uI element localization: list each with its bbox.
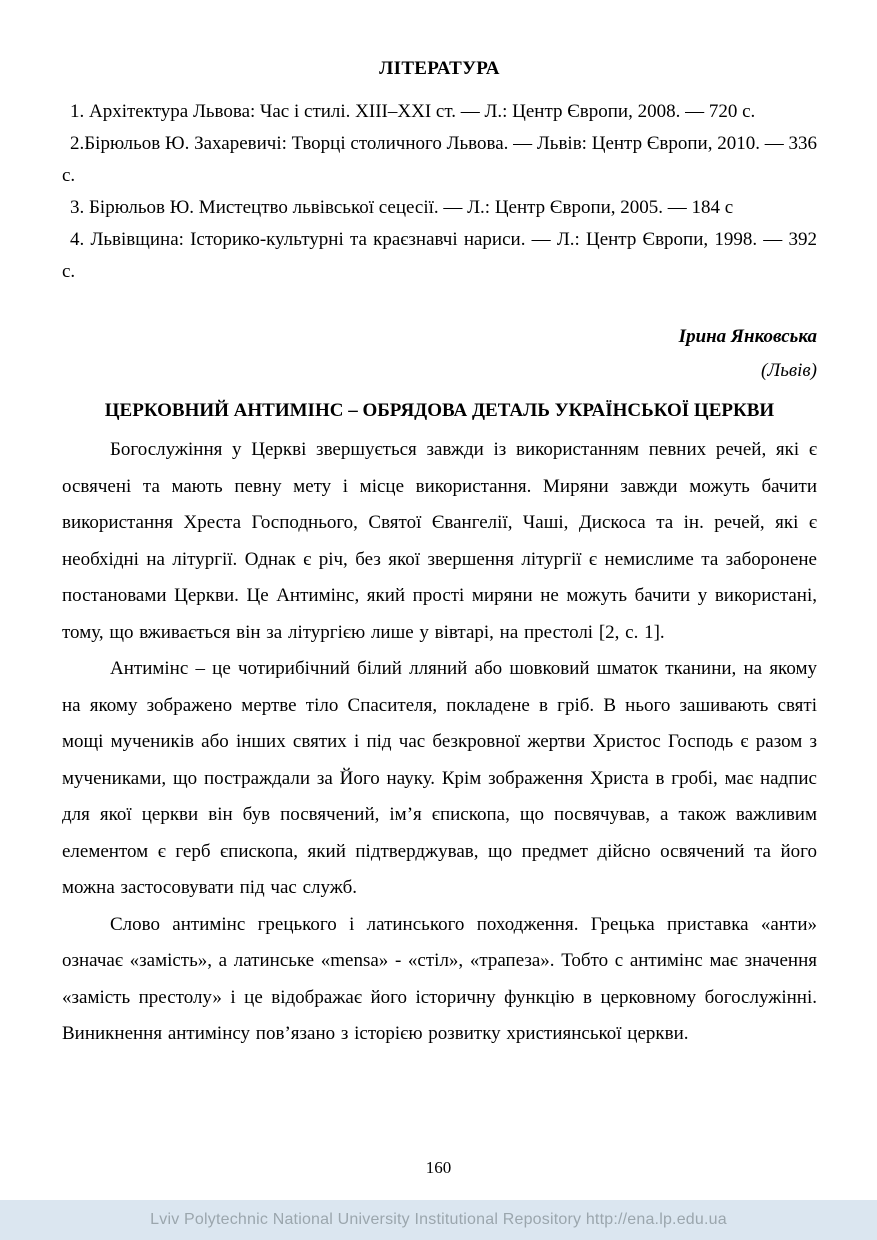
author-name: Ірина Янковська: [678, 326, 817, 347]
body-paragraph: Слово антимінс грецького і латинського походження. Грецька приставка «анти» означає «замість», а латинське «mensa» - «стіл», «трапеза». Тобто с антимінс має значення «замість престолу» і це відображає його історичну функцію в церковному богослужінні. Виникнення антимінсу пов’язано з історією розвитку християнської церкви.: [62, 913, 817, 1044]
body-paragraph: Антимінс – це чотирибічний білий лляний або шовковий шматок тканини, на якому на якому зображено мертве тіло Спасителя, покладене в гріб. В нього зашивають святі мощі мучеників або інших святих і під час безкровної жертви Христос Господь є разом з мучениками, що постраждали за Його науку. Крім зображення Христа в гробі, має надпис для якої церкви він був посвячений, ім’я єпископа, що посвячував, а також важливим елементом є герб єпископа, який підтверджував, що предмет дійсно освячений та його можна застосовувати під час служб.: [62, 658, 817, 898]
reference-item: 3. Бірюльов Ю. Мистецтво львівської сецесії. — Л.: Центр Європи, 2005. — 184 с: [70, 197, 734, 218]
reference-list: [62, 96, 817, 288]
article-body: [62, 432, 817, 1053]
article-title: ЦЕРКОВНИЙ АНТИМІНС – ОБРЯДОВА ДЕТАЛЬ УКРАЇНСЬКОЇ ЦЕРКВИ: [104, 400, 775, 421]
repository-footer: [0, 1200, 877, 1240]
reference-item: 4. Львівщина: Історико-культурні та краєзнавчі нариси. — Л.: Центр Європи, 1998. — 392 с.: [62, 229, 817, 282]
reference-item: 2.Бірюльов Ю. Захаревичі: Творці столичного Львова. — Львів: Центр Європи, 2010. — 336 с.: [62, 133, 817, 186]
page-number: 160: [425, 1158, 452, 1177]
reference-item: 1. Архітектура Львова: Час і стилі. XIII–XXI ст. — Л.: Центр Європи, 2008. — 720 с.: [70, 101, 756, 122]
repository-footer-text: Lviv Polytechnic National University Institutional Repository http://ena.lp.edu.ua: [150, 1211, 727, 1228]
body-paragraph: Богослужіння у Церкві звершується завжди із використанням певних речей, які є освячені та мають певну мету і місце використання. Миряни завжди можуть бачити використання Хреста Господнього, Святої Євангелії, Чаші, Дискоса та ін. речей, які є необхідні на літургії. Однак є річ, без якої звершення літургії є немислиме та заборонене постановами Церкви. Це Антимінс, який прості миряни не можуть бачити у використані, тому, що вживається він за літургією лише у вівтарі, на престолі [2, с. 1].: [62, 439, 817, 643]
author-location: (Львів): [761, 360, 817, 381]
literature-heading: ЛІТЕРАТУРА: [379, 58, 500, 79]
